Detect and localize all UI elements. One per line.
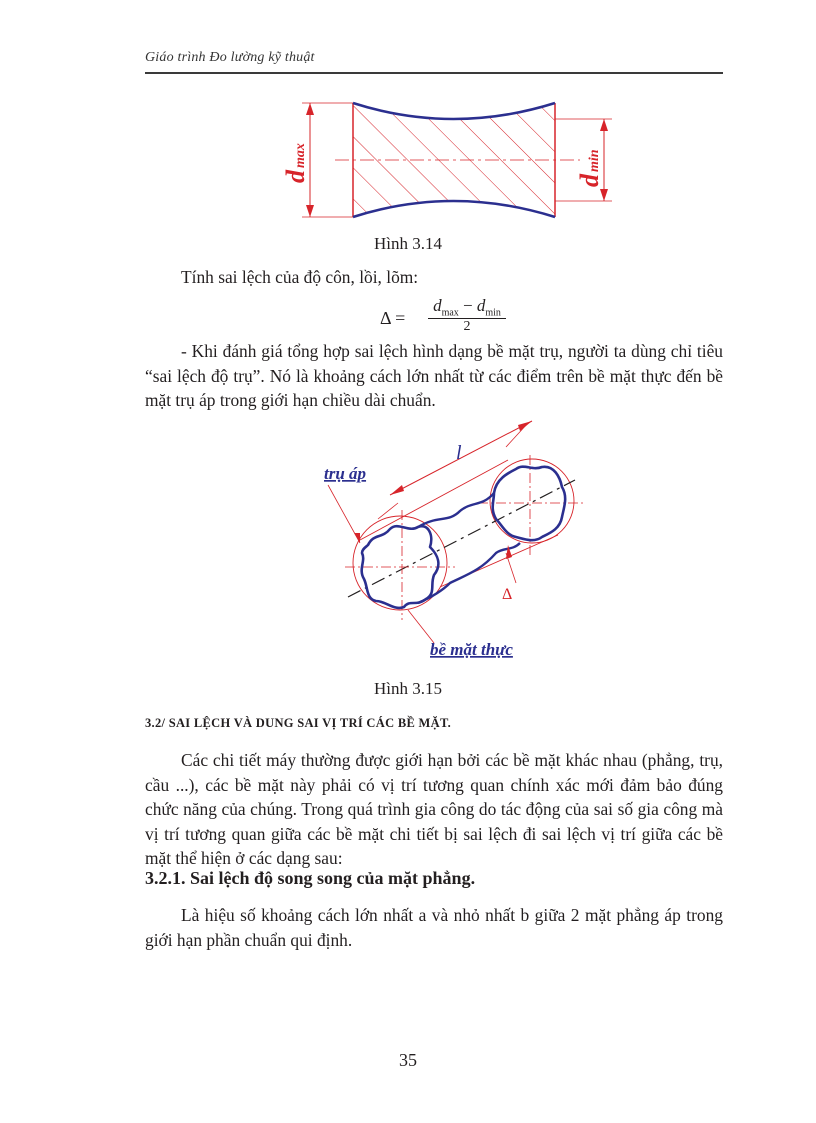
tru-ap-label: trụ áp bbox=[324, 464, 367, 483]
tru-ap-cylinder bbox=[353, 459, 574, 610]
figure-3-15 bbox=[310, 415, 590, 670]
be-mat-thuc-label: bề mặt thực bbox=[430, 640, 513, 659]
running-header: Giáo trình Đo lường kỹ thuật bbox=[145, 50, 315, 65]
paragraph-position-deviation: Các chi tiết máy thường được giới hạn bởi các bề mặt khác nhau (phẳng, trụ, cầu ...), các bề mặt này phải có vị trí tương quan chính xác mới đảm bảo đúng chức năng của chúng. Trong quá trình gia công do tác động của sai số gia công mà vị trí tương quan giữa các bề mặt chi tiết bị sai lệch đi sai lệch vị trí giữa các bề mặt thể hiện ở các dạng sau: bbox=[145, 750, 723, 868]
be-mat-thuc-leader bbox=[408, 610, 434, 643]
figure-3-15-caption: Hình 3.15 bbox=[374, 679, 442, 698]
center-marks bbox=[345, 455, 585, 620]
formula-denominator: 2 bbox=[463, 319, 471, 334]
length-label: l bbox=[456, 442, 462, 464]
length-arrow-left bbox=[390, 485, 404, 495]
figure-3-14 bbox=[280, 95, 620, 225]
length-arrow-right bbox=[518, 421, 532, 431]
formula-numerator: $d_{max} - d_{min}$ bbox=[433, 296, 501, 319]
dmax-arrow-top bbox=[306, 103, 314, 115]
subsection-heading-3-2-1: 3.2.1. Sai lệch độ song song của mặt phẳng. bbox=[145, 868, 476, 888]
dmin-arrow-top bbox=[600, 119, 608, 131]
delta-label: Δ bbox=[502, 586, 513, 603]
be-mat-thuc-right-end bbox=[493, 467, 565, 540]
paragraph-parallelism: Là hiệu số khoảng cách lớn nhất a và nhỏ nhất b giữa 2 mặt phẳng áp trong giới hạn phần chuẩn qui định. bbox=[145, 905, 723, 950]
be-mat-thuc-top-edge bbox=[418, 493, 494, 527]
formula-lhs: Δ = bbox=[380, 308, 406, 328]
section-heading-3-2: 3.2/ SAI LỆCH VÀ DUNG SAI VỊ TRÍ CÁC BỀ MẶT. bbox=[145, 716, 452, 730]
figure-3-14-caption: Hình 3.14 bbox=[374, 234, 442, 253]
header-rule bbox=[145, 72, 723, 74]
dmin-arrow-bottom bbox=[600, 189, 608, 201]
paragraph-taper-intro: Tính sai lệch của độ côn, lồi, lõm: bbox=[181, 267, 419, 287]
dmax-arrow-bottom bbox=[306, 205, 314, 217]
dmin-label: dmin bbox=[575, 149, 604, 187]
paragraph-cylindricity: - Khi đánh giá tổng hợp sai lệch hình dạng bề mặt trụ, người ta dùng chỉ tiêu “sai lệch độ trụ”. Nó là khoảng cách lớn nhất từ các điểm trên bề mặt thực đến bề mặt trụ áp trong giới hạn chiều dài chuẩn. bbox=[145, 341, 723, 410]
dmax-label: dmax bbox=[281, 143, 310, 183]
page-number: 35 bbox=[399, 1050, 417, 1070]
formula-delta bbox=[380, 296, 530, 342]
